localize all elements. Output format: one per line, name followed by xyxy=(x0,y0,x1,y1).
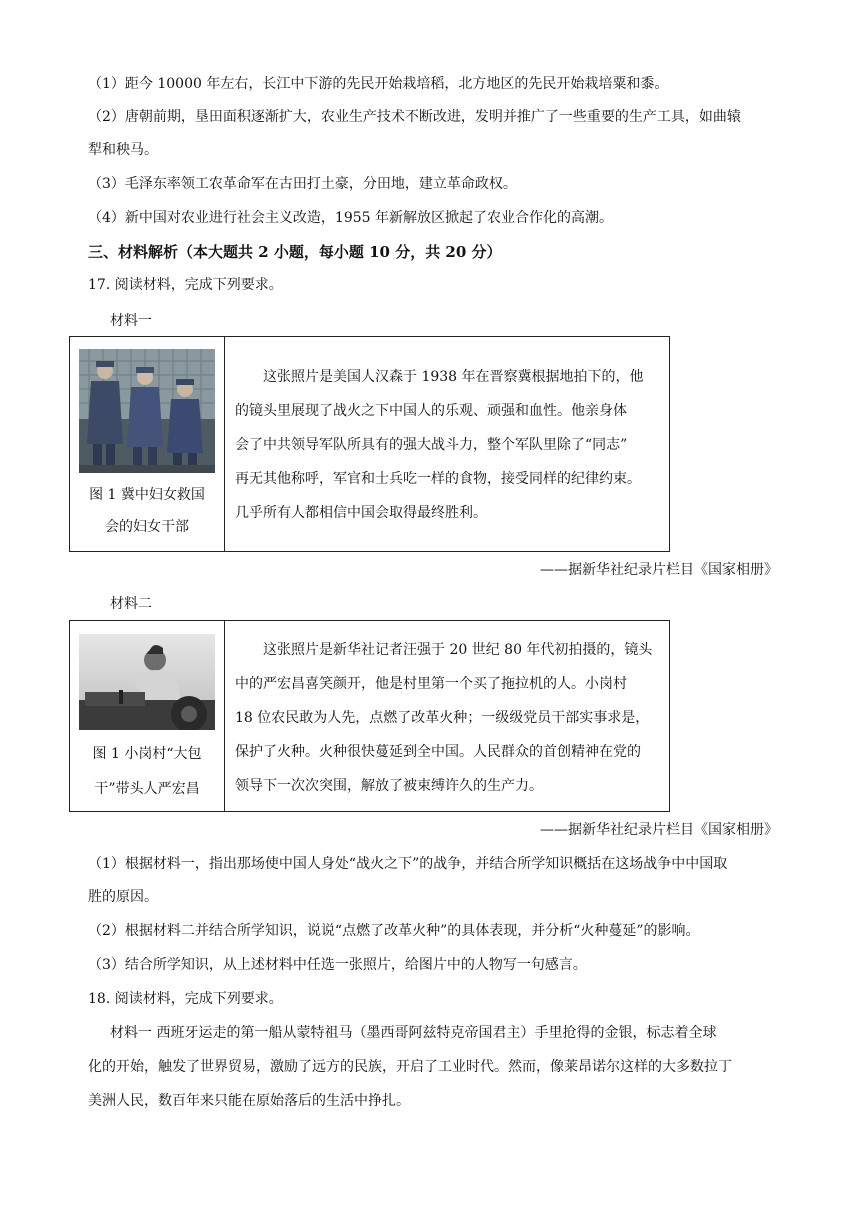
photo-yan-hongchang xyxy=(79,634,215,730)
material-text-line: 中的严宏昌喜笑颜开，他是村里第一个买了拖拉机的人。小岗村 xyxy=(235,676,627,692)
material-text-line: 这张照片是新华社记者汪强于 20 世纪 80 年代初拍摄的，镜头 xyxy=(263,642,653,658)
section-title: 三、材料解析（本大题共 2 小题，每小题 10 分，共 20 分） xyxy=(88,243,502,261)
material-text-line: 几乎所有人都相信中国会取得最终胜利。 xyxy=(235,505,487,521)
question-line: （2）根据材料二并结合所学知识，说说“点燃了改革火种”的具体表现，并分析“火种蔓延”的影响。 xyxy=(88,923,700,939)
question-line: （3）结合所学知识，从上述材料中任选一张照片，给图片中的人物写一句感言。 xyxy=(88,957,587,973)
item-line: （3）毛泽东率领工农革命军在古田打土豪，分田地，建立革命政权。 xyxy=(88,176,517,192)
photo-caption-line: 干”带头人严宏昌 xyxy=(94,781,200,797)
item-line: （2）唐朝前期，垦田面积逐渐扩大，农业生产技术不断改进，发明并推广了一些重要的生产工具，如曲辕 xyxy=(88,109,741,125)
material-text-2 xyxy=(235,633,660,803)
material-photo-cell xyxy=(70,337,225,551)
material-text-line: 保护了火种。火种很快蔓延到全中国。人民群众的首创精神在党的 xyxy=(235,744,641,760)
photo-women-cadres xyxy=(79,349,215,473)
material-label-1: 材料一 xyxy=(110,313,152,329)
photo-caption-line: 会的妇女干部 xyxy=(105,519,189,535)
item-line: 犁和秧马。 xyxy=(88,142,158,158)
material-text-line: 领导下一次次突围，解放了被束缚许久的生产力。 xyxy=(235,778,543,794)
item-line: （1）距今 10000 年左右，长江中下游的先民开始栽培稻，北方地区的先民开始栽培粟和黍。 xyxy=(88,76,669,92)
material-text-line: 18 位农民敢为人先，点燃了改革火种；一级级党员干部实事求是， xyxy=(235,710,650,726)
question-line: 胜的原因。 xyxy=(88,889,158,905)
photo-caption-line: 图 1 小岗村“大包 xyxy=(92,746,202,762)
photo-caption-line: 图 1 冀中妇女救国 xyxy=(89,487,205,503)
q18-material-line: 材料一 西班牙运走的第一船从蒙特祖马（墨西哥阿兹特克帝国君主）手里抢得的金银，标志着全球 xyxy=(110,1025,717,1041)
material-text-1 xyxy=(235,360,660,530)
material-text-line: 再无其他称呼，军官和士兵吃一样的食物，接受同样的纪律约束。 xyxy=(235,471,641,487)
material-box-2 xyxy=(69,620,670,812)
q18-material-line: 化的开始，触发了世界贸易，激励了远方的民族，开启了工业时代。然而，像莱昂诺尔这样的大多数拉丁 xyxy=(88,1059,732,1075)
material-text-line: 会了中共领导军队所具有的强大战斗力，整个军队里除了“同志” xyxy=(235,437,628,453)
photo-yan-hongchang-image xyxy=(79,634,215,730)
material-source-1: ——据新华社纪录片栏目《国家相册》 xyxy=(540,562,778,578)
question-stem-17: 17. 阅读材料，完成下列要求。 xyxy=(88,277,283,293)
material-photo-cell xyxy=(70,621,225,811)
material-source-2: ——据新华社纪录片栏目《国家相册》 xyxy=(540,822,778,838)
material-text-line: 这张照片是美国人汉森于 1938 年在晋察冀根据地拍下的，他 xyxy=(263,369,644,385)
material-text-line: 的镜头里展现了战火之下中国人的乐观、顽强和血性。他亲身体 xyxy=(235,403,627,419)
item-line: （4）新中国对农业进行社会主义改造，1955 年新解放区掀起了农业合作化的高潮。 xyxy=(88,210,613,226)
q18-material-line: 美洲人民，数百年来只能在原始落后的生活中挣扎。 xyxy=(88,1093,410,1109)
material-box-1 xyxy=(69,336,670,552)
material-label-2: 材料二 xyxy=(110,596,152,612)
photo-women-cadres-image xyxy=(79,349,215,473)
question-line: （1）根据材料一，指出那场使中国人身处“战火之下”的战争，并结合所学知识概括在这场战争中中国取 xyxy=(88,856,728,872)
question-stem-18: 18. 阅读材料，完成下列要求。 xyxy=(88,991,283,1007)
